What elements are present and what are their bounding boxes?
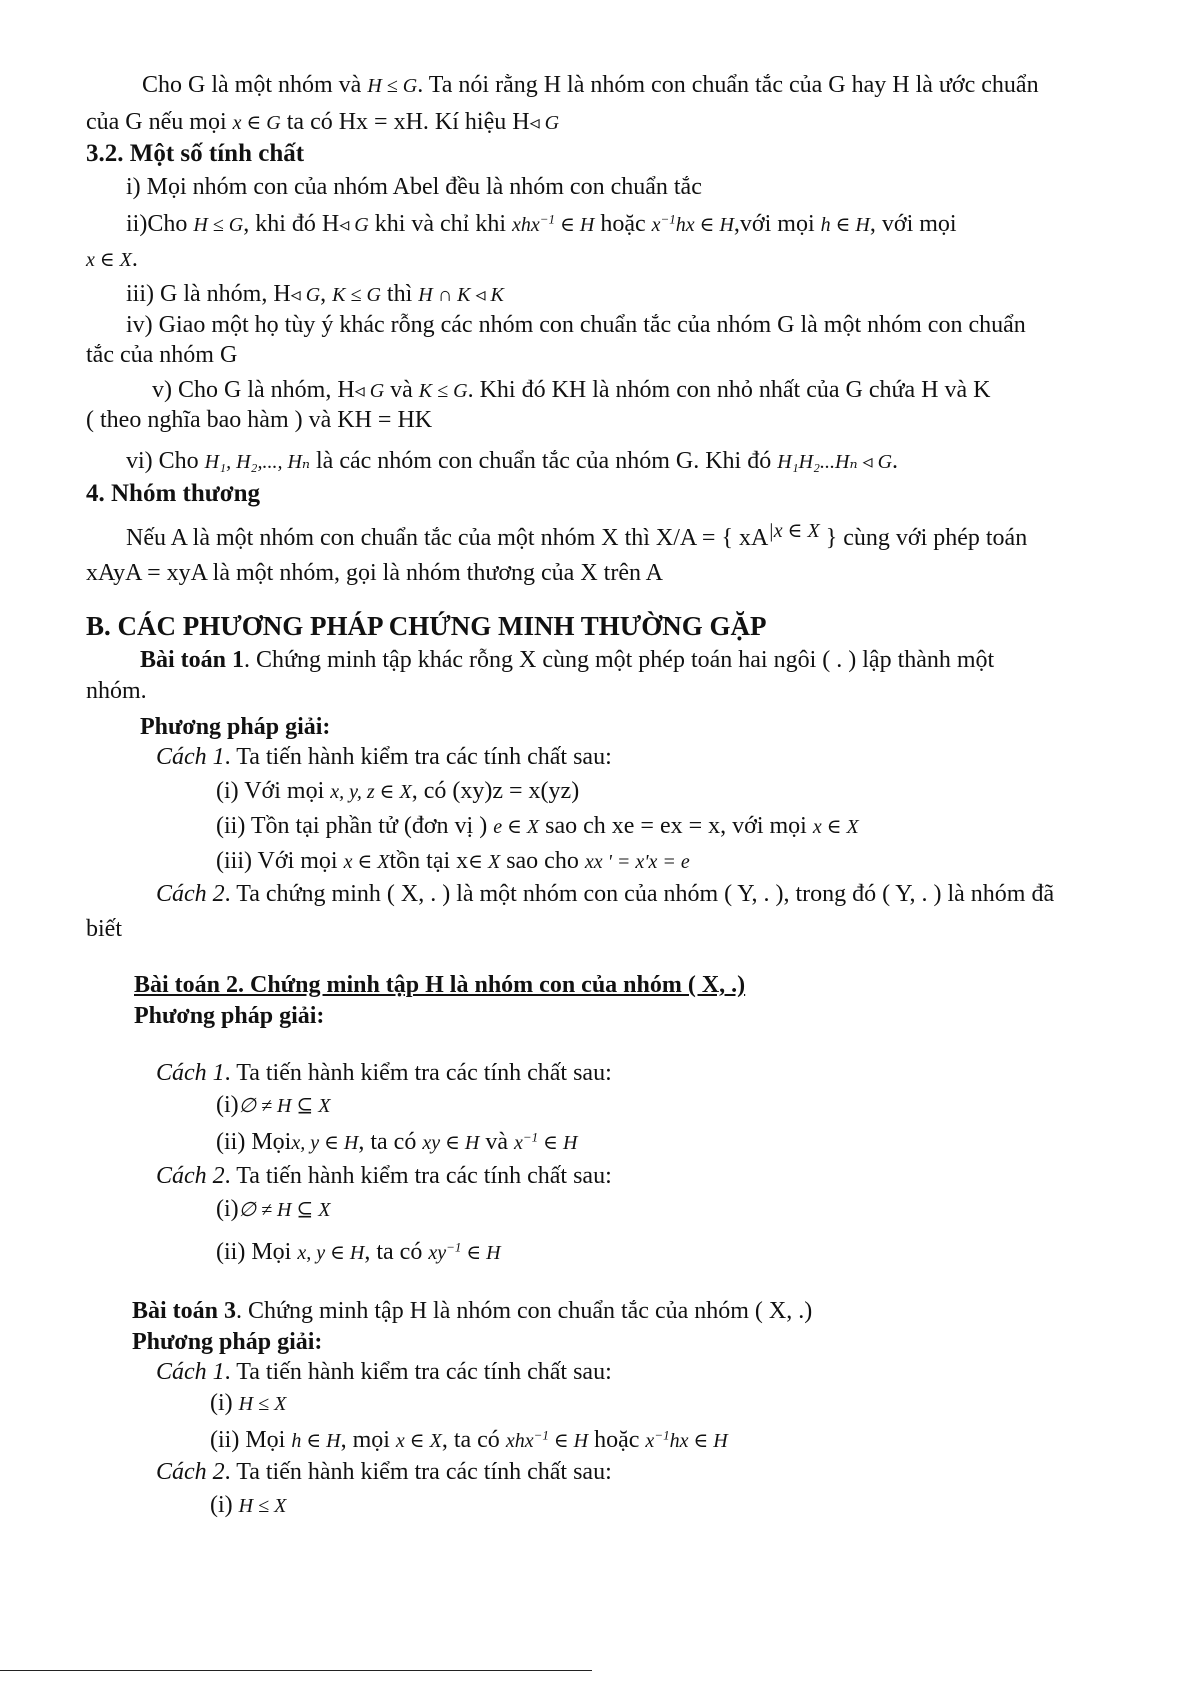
text: và xyxy=(390,377,413,403)
section-heading-4: 4. Nhóm thương xyxy=(86,480,261,507)
text: . Khi đó KH là nhóm con nhỏ nhất của G chứa H và K xyxy=(467,377,991,403)
text: . Ta tiến hành kiểm tra các tính chất sau: xyxy=(224,744,612,770)
problem-2-title: Bài toán 2. Chứng minh tập H là nhóm con của nhóm ( X, .) xyxy=(134,972,746,998)
property-iv: iv) Giao một họ tùy ý khác rỗng các nhóm con chuẩn tắc của nhóm G là một nhóm con chuẩn xyxy=(126,312,1026,338)
check-i xyxy=(210,1388,286,1419)
text: . xyxy=(131,246,138,272)
quotient-line-2: xAyA = xyA là một nhóm, gọi là nhóm thương của X trên A xyxy=(86,560,663,586)
approach-2-cont: biết xyxy=(86,916,122,942)
check-i xyxy=(216,1194,330,1225)
approach-label: Cách 2 xyxy=(156,1459,225,1485)
text: (i) xyxy=(216,1092,239,1118)
math-expression: ∈ X xyxy=(468,851,501,873)
math-expression: x, y ∈ H xyxy=(297,1242,365,1264)
text: (i) xyxy=(216,1196,239,1222)
math-expression: xhx$^{-1}$ ∈ H xyxy=(505,1427,589,1452)
text: (ii) Mọi xyxy=(210,1427,286,1453)
approach-label: Cách 1 xyxy=(156,1060,225,1086)
math-expression: x ∈ X xyxy=(86,249,132,271)
approach-1 xyxy=(156,1058,612,1088)
math-expression: $x^{-1}hx$ ∈ H xyxy=(651,211,734,236)
text: , với mọi xyxy=(869,211,957,237)
math-expression: H ∩ K ◃ K xyxy=(418,284,504,306)
check-ii xyxy=(210,1425,728,1456)
footer-rule xyxy=(0,1670,592,1671)
math-expression: $x^{-1}hx$ ∈ H xyxy=(645,1427,728,1452)
property-v-cont: ( theo nghĩa bao hàm ) và KH = HK xyxy=(86,407,433,433)
check-i xyxy=(216,1090,330,1121)
math-expression: ◃ G xyxy=(290,284,321,306)
math-expression: x ∈ X xyxy=(343,851,390,873)
math-expression: x ∈ X xyxy=(812,816,859,838)
check-ii xyxy=(216,1127,577,1158)
text: (ii) Tồn tại phần tử (đơn vị ) xyxy=(216,813,488,839)
property-ii-cont xyxy=(86,244,138,275)
quotient-line-1 xyxy=(126,520,1028,554)
approach-2 xyxy=(156,1457,612,1487)
text: , có (xy)z = x(yz) xyxy=(411,778,580,804)
problem-title: Bài toán 3 xyxy=(132,1298,237,1324)
math-expression: e ∈ X xyxy=(493,816,540,838)
math-expression: H₁H₂...Hₙ ◃ G xyxy=(777,451,893,473)
text: , mọi xyxy=(340,1427,390,1453)
property-v xyxy=(152,375,990,406)
method-heading: Phương pháp giải: xyxy=(140,714,331,740)
text: . Ta nói rằng H là nhóm con chuẩn tắc của G hay H là ước chuẩn xyxy=(417,72,1039,98)
method-heading: Phương pháp giải: xyxy=(132,1329,323,1355)
text: là các nhóm con chuẩn tắc của nhóm G. Khi đó xyxy=(316,448,772,474)
text: (iii) Với mọi xyxy=(216,848,338,874)
text: . Ta tiến hành kiểm tra các tính chất sau: xyxy=(224,1060,612,1086)
text: v) Cho G là nhóm, H xyxy=(152,377,355,403)
method-heading: Phương pháp giải: xyxy=(134,1003,325,1029)
math-expression: xy ∈ H xyxy=(422,1132,480,1154)
property-i: i) Mọi nhóm con của nhóm Abel đều là nhóm con chuẩn tắc xyxy=(126,174,702,200)
check-i xyxy=(210,1490,286,1521)
check-i xyxy=(216,776,579,807)
math-expression: xhx$^{-1}$ ∈ H xyxy=(512,211,595,236)
text: . Ta tiến hành kiểm tra các tính chất sau: xyxy=(224,1163,612,1189)
math-expression: H ≤ X xyxy=(238,1393,287,1415)
text: hoặc xyxy=(594,1427,640,1453)
math-expression: K ≤ G xyxy=(332,284,381,306)
text: ta có Hx = xH. Kí hiệu H xyxy=(286,109,530,135)
math-expression: H ≤ G xyxy=(367,75,418,97)
text: . Chứng minh tập khác rỗng X cùng một phép toán hai ngôi ( . ) lập thành một xyxy=(244,647,995,673)
math-expression: ∅ ≠ H ⊆ X xyxy=(238,1199,331,1221)
math-expression: |x ∈ X xyxy=(768,520,820,542)
text: , xyxy=(320,281,327,307)
math-expression: h ∈ H xyxy=(291,1430,341,1452)
math-expression: xx ' = x'x = e xyxy=(584,851,690,873)
definition-line-1 xyxy=(142,70,1039,101)
text: vi) Cho xyxy=(126,448,199,474)
problem-1-statement xyxy=(140,645,994,675)
math-expression: $x^{-1}$ ∈ H xyxy=(514,1129,578,1154)
text: Nếu A là một nhóm con chuẩn tắc của một nhóm X thì X/A = { xA xyxy=(126,525,769,551)
approach-label: Cách 1 xyxy=(156,1359,225,1385)
section-heading-3-2: 3.2. Một số tính chất xyxy=(86,140,305,167)
text: (i) xyxy=(210,1390,233,1416)
text: sao cho xyxy=(506,848,579,874)
problem-title: Bài toán 1 xyxy=(140,647,245,673)
approach-label: Cách 1 xyxy=(156,744,225,770)
text: (ii) Mọi xyxy=(216,1129,292,1155)
approach-1 xyxy=(156,742,612,772)
text: iii) G là nhóm, H xyxy=(126,281,291,307)
math-expression: x, y ∈ H xyxy=(291,1132,359,1154)
math-expression: K ≤ G xyxy=(418,380,468,402)
text: Cho G là một nhóm và xyxy=(142,72,362,98)
text: , ta có xyxy=(358,1129,417,1155)
property-vi xyxy=(126,446,898,477)
section-heading-b: B. CÁC PHƯƠNG PHÁP CHỨNG MINH THƯỜNG GẶP xyxy=(86,611,767,641)
math-expression: $xy^{-1}$ ∈ H xyxy=(428,1239,501,1264)
text: (i) xyxy=(210,1492,233,1518)
math-expression: ∅ ≠ H ⊆ X xyxy=(238,1095,331,1117)
text: và xyxy=(485,1129,508,1155)
text: tồn tại x xyxy=(389,848,469,874)
text: (ii) Mọi xyxy=(216,1239,292,1265)
text: . xyxy=(892,448,899,474)
approach-2 xyxy=(156,1161,612,1191)
math-expression: ◃ G xyxy=(354,380,385,402)
approach-label: Cách 2 xyxy=(156,881,225,907)
math-expression: x ∈ X xyxy=(395,1430,442,1452)
approach-1 xyxy=(156,1357,612,1387)
text: (i) Với mọi xyxy=(216,778,325,804)
math-expression: ◃ G xyxy=(529,112,560,134)
approach-2 xyxy=(156,879,1054,909)
text: ,với mọi xyxy=(733,211,815,237)
text: } cùng với phép toán xyxy=(825,525,1028,551)
property-iii xyxy=(126,279,504,310)
text: sao ch xe = ex = x, với mọi xyxy=(545,813,807,839)
text: , khi đó H xyxy=(243,211,340,237)
text: hoặc xyxy=(600,211,646,237)
text: thì xyxy=(386,281,413,307)
text: . Ta tiến hành kiểm tra các tính chất sau: xyxy=(224,1459,612,1485)
check-iii xyxy=(216,846,690,877)
text: của G nếu mọi xyxy=(86,109,227,135)
text: . Ta chứng minh ( X, . ) là một nhóm con của nhóm ( Y, . ), trong đó ( Y, . ) là nhóm đã xyxy=(224,881,1055,907)
math-expression: x ∈ G xyxy=(232,112,281,134)
text: . Ta tiến hành kiểm tra các tính chất sau: xyxy=(224,1359,612,1385)
text: . Chứng minh tập H là nhóm con chuẩn tắc của nhóm ( X, .) xyxy=(236,1298,813,1324)
math-expression: ◃ G xyxy=(339,214,369,236)
text: khi và chỉ khi xyxy=(374,211,507,237)
text: , ta có xyxy=(441,1427,500,1453)
definition-line-2 xyxy=(86,107,559,138)
approach-label: Cách 2 xyxy=(156,1163,225,1189)
math-expression: H ≤ X xyxy=(238,1495,287,1517)
property-ii xyxy=(126,209,957,240)
text: , ta có xyxy=(364,1239,423,1265)
problem-3-statement xyxy=(132,1296,812,1326)
property-iv-cont: tắc của nhóm G xyxy=(86,342,238,368)
check-ii xyxy=(216,811,859,842)
math-expression: x, y, z ∈ X xyxy=(330,781,412,803)
check-ii xyxy=(216,1237,501,1268)
math-expression: h ∈ H xyxy=(820,214,870,236)
math-expression: H₁, H₂,..., Hₙ xyxy=(204,451,311,473)
math-expression: H ≤ G xyxy=(193,214,244,236)
problem-1-statement-cont: nhóm. xyxy=(86,678,147,704)
text: ii)Cho xyxy=(126,211,188,237)
